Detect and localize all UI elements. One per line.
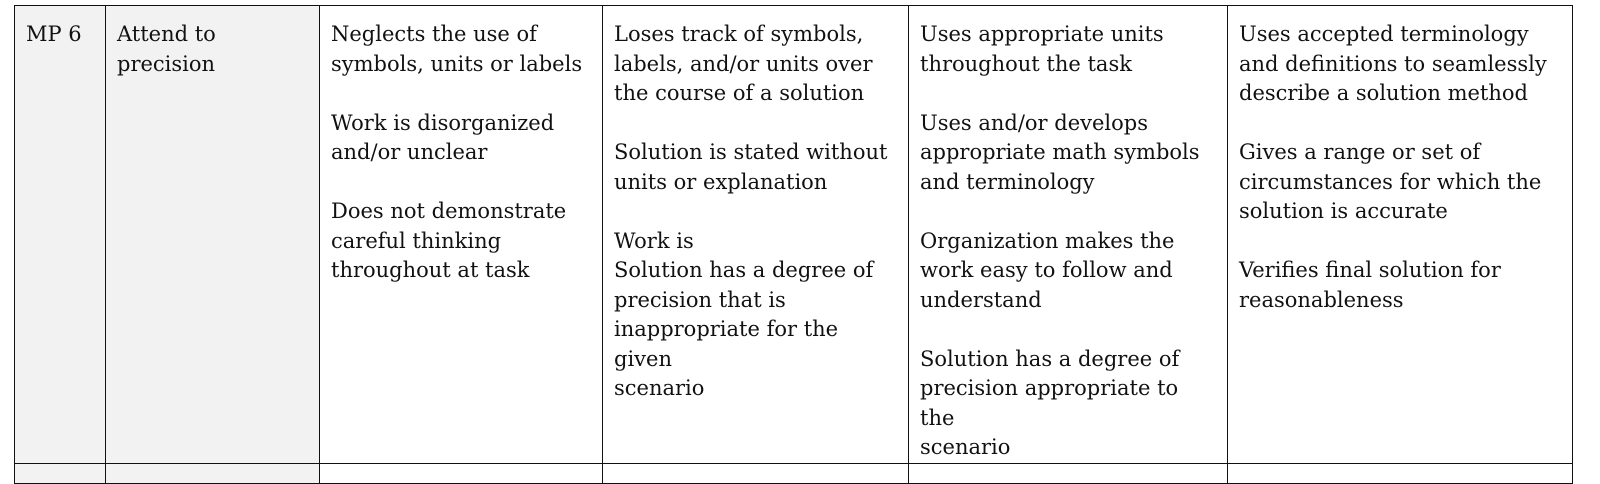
rubric-row-mp6 <box>15 6 1573 464</box>
level-3-descriptor: Uses and/or develops appropriate math symbols and terminology <box>920 110 1200 194</box>
level-3-cell <box>909 6 1228 464</box>
level-2-descriptor: Work is <box>614 228 694 253</box>
level-2-cell <box>603 6 909 464</box>
empty-cell <box>106 463 320 483</box>
empty-cell <box>320 463 603 483</box>
level-1-cell <box>320 6 603 464</box>
practice-code: MP 6 <box>26 22 82 46</box>
empty-cell <box>603 463 909 483</box>
level-2-descriptor: Solution has a degree of precision that is inappropriate for the given scenario <box>614 258 874 400</box>
level-4-descriptor: Verifies final solution for reasonableness <box>1239 258 1501 312</box>
practice-code-cell <box>15 6 106 464</box>
level-3-descriptor: Uses appropriate units throughout the task <box>920 22 1164 76</box>
empty-cell <box>15 463 106 483</box>
level-3-descriptor: Organization makes the work easy to follow and understand <box>920 228 1175 312</box>
next-row-partial <box>15 463 1573 483</box>
level-4-descriptor: Uses accepted terminology and definitions to seamlessly describe a solution method <box>1239 22 1547 105</box>
practice-name: Attend to precision <box>117 22 216 76</box>
level-1-descriptor: Neglects the use of symbols, units or labels <box>331 22 583 76</box>
empty-cell <box>909 463 1228 483</box>
empty-cell <box>1228 463 1573 483</box>
level-1-descriptor: Does not demonstrate careful thinking throughout at task <box>331 199 567 282</box>
level-4-descriptor: Gives a range or set of circumstances for which the solution is accurate <box>1239 140 1542 223</box>
level-2-descriptor: Solution is stated without units or explanation <box>614 140 888 194</box>
level-1-descriptor: Work is disorganized and/or unclear <box>331 110 555 164</box>
practice-name-cell <box>106 6 320 464</box>
rubric-table <box>14 5 1573 484</box>
level-3-descriptor: Solution has a degree of precision appropriate to the scenario <box>920 346 1180 459</box>
level-4-cell <box>1228 6 1573 464</box>
level-2-descriptor: Loses track of symbols, labels, and/or units over the course of a solution <box>614 22 873 105</box>
